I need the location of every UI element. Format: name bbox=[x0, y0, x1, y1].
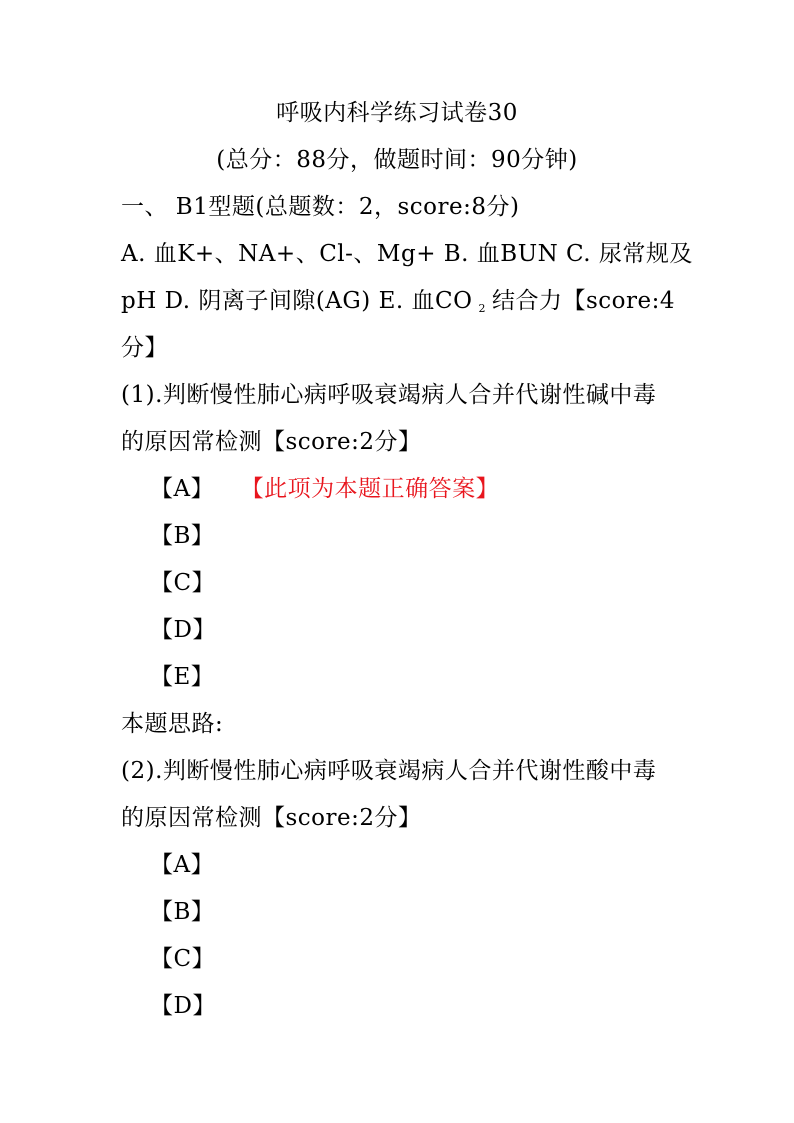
question-2-option-a[interactable]: 【A】 bbox=[150, 852, 215, 878]
shared-options-line-3: 分】 bbox=[121, 335, 168, 361]
question-2-option-b[interactable]: 【B】 bbox=[150, 899, 215, 925]
explanation-label: 本题思路: bbox=[121, 711, 224, 737]
question-1-option-b[interactable]: 【B】 bbox=[150, 523, 215, 549]
shared-options-text-tail: 结合力【score:4 bbox=[491, 288, 675, 314]
question-2-option-d[interactable]: 【D】 bbox=[150, 993, 216, 1019]
correct-answer-marker: 【此项为本题正确答案】 bbox=[252, 476, 500, 502]
question-2-stem-line-2: 的原因常检测【score:2分】 bbox=[121, 805, 422, 831]
question-1-stem-line-2: 的原因常检测【score:2分】 bbox=[121, 429, 422, 455]
question-1-option-c[interactable]: 【C】 bbox=[150, 570, 216, 596]
subscript-two: 2 bbox=[478, 302, 486, 315]
shared-options-line-2 bbox=[121, 286, 681, 324]
page-subtitle: (总分：88分，做题时间：90分钟) bbox=[216, 147, 578, 173]
section-header: 一、 B1型题(总题数：2，score:8分) bbox=[121, 194, 520, 220]
question-1-option-d[interactable]: 【D】 bbox=[150, 617, 216, 643]
shared-options-line-1: A. 血K+、NA+、Cl-、Mg+ B. 血BUN C. 尿常规及 bbox=[121, 241, 693, 267]
question-2-stem-line-1: (2).判断慢性肺心病呼吸衰竭病人合并代谢性酸中毒 bbox=[121, 758, 657, 784]
question-1-option-a[interactable] bbox=[150, 474, 710, 504]
shared-options-text: pH D. 阴离子间隙(AG) E. 血CO bbox=[121, 288, 473, 314]
question-1-option-e[interactable]: 【E】 bbox=[150, 664, 215, 690]
option-label: 【A】 bbox=[150, 476, 215, 502]
page-title: 呼吸内科学练习试卷30 bbox=[276, 100, 518, 126]
question-1-stem-line-1: (1).判断慢性肺心病呼吸衰竭病人合并代谢性碱中毒 bbox=[121, 382, 657, 408]
question-2-option-c[interactable]: 【C】 bbox=[150, 946, 216, 972]
